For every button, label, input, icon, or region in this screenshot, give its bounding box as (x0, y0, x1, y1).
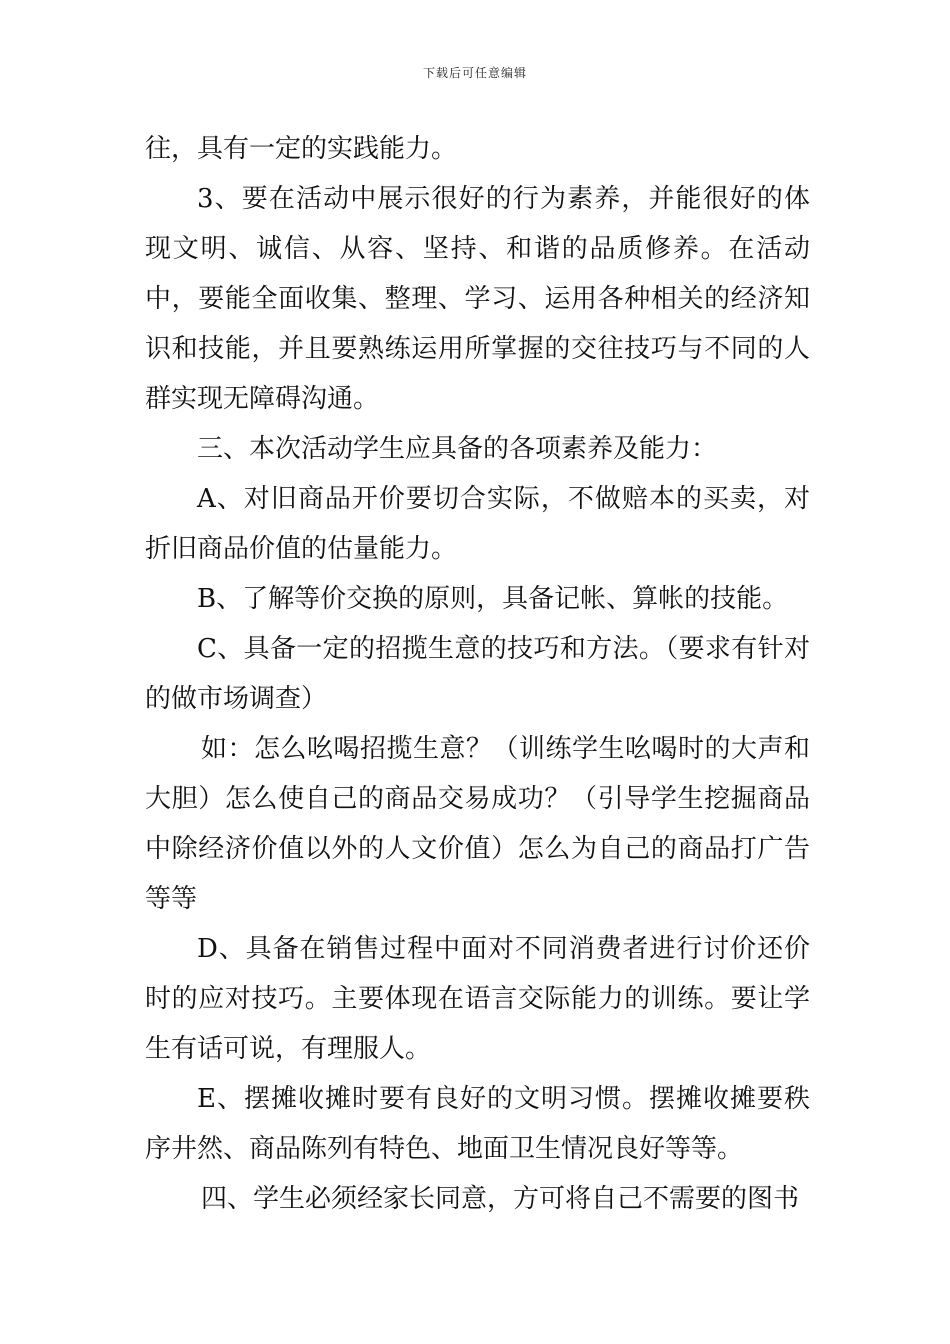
paragraph-continuation: 往，具有一定的实践能力。 (145, 134, 458, 164)
section-heading-4: 四、学生必须经家长同意，方可将自己不需要的图书 (201, 1184, 800, 1214)
paragraph-item-b: B、了解等价交换的原则，具备记帐、算帐的技能。 (197, 584, 789, 614)
document-body (145, 124, 810, 1224)
section-heading-3: 三、本次活动学生应具备的各项素养及能力： (197, 434, 718, 464)
paragraph-item-3: 3、要在活动中展示很好的行为素养，并能很好的体现文明、诚信、从容、坚持、和谐的品质修养。在活动中，要能全面收集、整理、学习、运用各种相关的经济知识和技能，并且要熟练运用所掌握的交往技巧与不同的人群实现无障碍沟通。 (145, 184, 810, 414)
paragraph-item-c: C、具备一定的招揽生意的技巧和方法。（要求有针对的做市场调查） (145, 634, 810, 714)
paragraph-example: 如：怎么吆喝招揽生意？（训练学生吆喝时的大声和大胆）怎么使自己的商品交易成功？（引导学生挖掘商品中除经济价值以外的人文价值）怎么为自己的商品打广告等等 (145, 734, 810, 914)
paragraph-item-d: D、具备在销售过程中面对不同消费者进行讨价还价时的应对技巧。主要体现在语言交际能力的训练。要让学生有话可说，有理服人。 (145, 934, 810, 1064)
paragraph-item-a: A、对旧商品开价要切合实际，不做赔本的买卖，对折旧商品价值的估量能力。 (145, 484, 810, 564)
page-header: 下载后可任意编辑 (422, 66, 527, 80)
paragraph-item-e: E、摆摊收摊时要有良好的文明习惯。摆摊收摊要秩序井然、商品陈列有特色、地面卫生情况良好等等。 (145, 1084, 810, 1164)
